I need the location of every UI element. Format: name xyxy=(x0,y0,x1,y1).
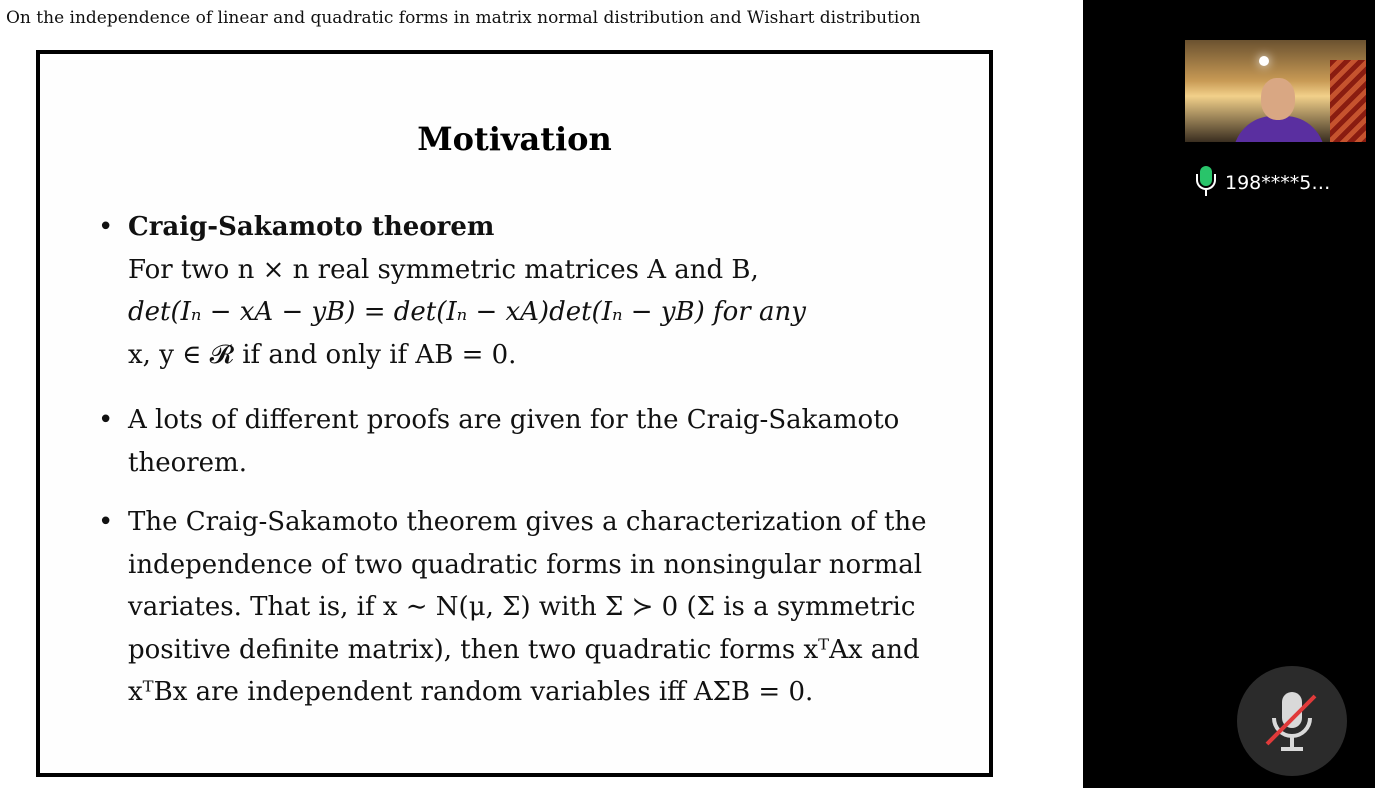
presentation-title: On the independence of linear and quadratic forms in matrix normal distribution and Wishart distribution xyxy=(6,8,921,28)
bullet-line: The Craig-Sakamoto theorem gives a characterization of the xyxy=(128,507,927,537)
bullet-item xyxy=(98,206,968,376)
video-ceiling-light xyxy=(1259,56,1269,66)
participant-name: 198****5… xyxy=(1225,172,1331,194)
bullet-line: xᵀBx are independent random variables iff AΣB = 0. xyxy=(128,677,814,707)
bullet-marker: • xyxy=(98,212,114,242)
bullet-line: For two n × n real symmetric matrices A and B, xyxy=(128,254,759,285)
bullet-line: theorem. xyxy=(128,447,247,478)
mute-button[interactable] xyxy=(1237,666,1347,776)
bullet-line: positive definite matrix), then two quadratic forms xᵀAx and xyxy=(128,634,920,665)
bullet-line: det(Iₙ − xA − yB) = det(Iₙ − xA)det(Iₙ − yB) for any xyxy=(128,297,806,327)
video-background-stairs xyxy=(1330,60,1366,142)
muted-microphone-icon xyxy=(1237,666,1347,776)
bullet-item xyxy=(98,501,968,714)
video-person-head xyxy=(1261,78,1295,120)
bullet-title: Craig-Sakamoto theorem xyxy=(128,212,495,242)
microphone-icon xyxy=(1193,166,1219,200)
slide-frame xyxy=(36,50,993,777)
bullet-item xyxy=(98,399,968,484)
participant-label xyxy=(1193,166,1373,200)
bullet-line: independence of two quadratic forms in nonsingular normal xyxy=(128,549,923,580)
slide-heading: Motivation xyxy=(417,120,612,158)
bullet-line: A lots of different proofs are given for the Craig-Sakamoto xyxy=(128,405,900,435)
bullet-marker: • xyxy=(98,507,114,537)
bullet-marker: • xyxy=(98,405,114,435)
participant-panel xyxy=(1083,0,1375,788)
participant-video-tile[interactable] xyxy=(1185,40,1366,142)
bullet-line: x, y ∈ 𝓡 if and only if AB = 0. xyxy=(128,339,517,370)
bullet-line: variates. That is, if x ∼ N(μ, Σ) with Σ ≻ 0 (Σ is a symmetric xyxy=(128,592,916,622)
